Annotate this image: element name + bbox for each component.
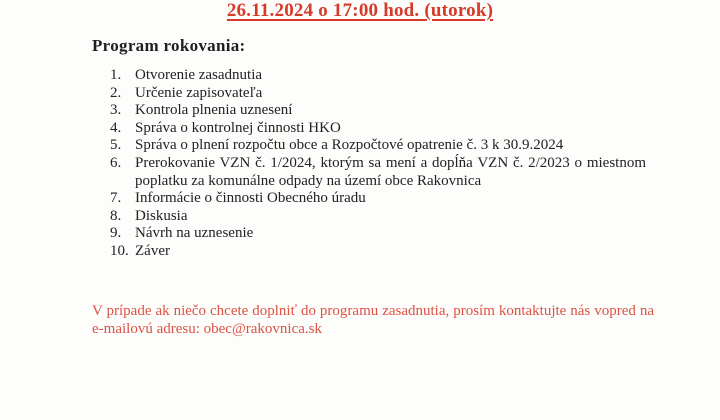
agenda-item-number: 9. <box>110 225 122 242</box>
agenda-item-text: Návrh na uznesenie <box>135 225 254 242</box>
agenda-item-number: 2. <box>110 84 122 101</box>
agenda-item-number: 4. <box>110 119 122 136</box>
agenda-item-text: Diskusia <box>135 207 188 224</box>
agenda-item-number: 1. <box>110 67 122 83</box>
agenda-item <box>110 137 646 155</box>
agenda-item-text: Záver <box>135 242 170 259</box>
agenda-item <box>110 67 646 85</box>
agenda-item-number: 7. <box>110 190 122 207</box>
contact-note-text: V prípade ak niečo chcete doplniť do programu zasadnutia, prosím kontaktujte nás vopred na e-mailovú adresu: <box>92 303 654 337</box>
agenda-item-text: Kontrola plnenia uznesení <box>135 102 293 119</box>
agenda-item-text: Informácie o činnosti Obecného úradu <box>135 190 366 207</box>
meeting-datetime-heading <box>0 0 720 22</box>
agenda-title: Program rokovania: <box>92 36 246 55</box>
agenda-item-text: Určenie zapisovateľa <box>135 84 263 101</box>
agenda-item-text: Prerokovanie VZN č. 1/2024, ktorým sa mení a dopĺňa VZN č. 2/2023 o miestnom poplatku za komunálne odpady na území obce Rakovnica <box>135 154 646 189</box>
agenda-item-number: 5. <box>110 137 122 154</box>
agenda-item-number: 10. <box>110 242 129 259</box>
agenda-item <box>110 120 646 138</box>
email-address: obec@rakovnica.sk <box>203 320 322 337</box>
agenda-item-number: 6. <box>110 154 122 171</box>
agenda-item-text: Správa o kontrolnej činnosti HKO <box>135 119 341 136</box>
agenda-item <box>110 85 646 103</box>
agenda-item <box>110 190 646 208</box>
contact-note <box>92 303 654 338</box>
agenda-item <box>110 243 646 261</box>
agenda-item-text: Otvorenie zasadnutia <box>135 67 263 83</box>
agenda-list <box>110 67 646 261</box>
agenda-item-number: 8. <box>110 207 122 224</box>
agenda-item <box>110 208 646 226</box>
agenda-item-number: 3. <box>110 102 122 119</box>
agenda-item <box>110 102 646 120</box>
agenda-item <box>110 225 646 243</box>
agenda-item-text: Správa o plnení rozpočtu obce a Rozpočtové opatrenie č. 3 k 30.9.2024 <box>135 137 564 154</box>
agenda-item <box>110 155 646 190</box>
meeting-datetime-text: 26.11.2024 o 17:00 hod. (utorok) <box>226 0 494 21</box>
